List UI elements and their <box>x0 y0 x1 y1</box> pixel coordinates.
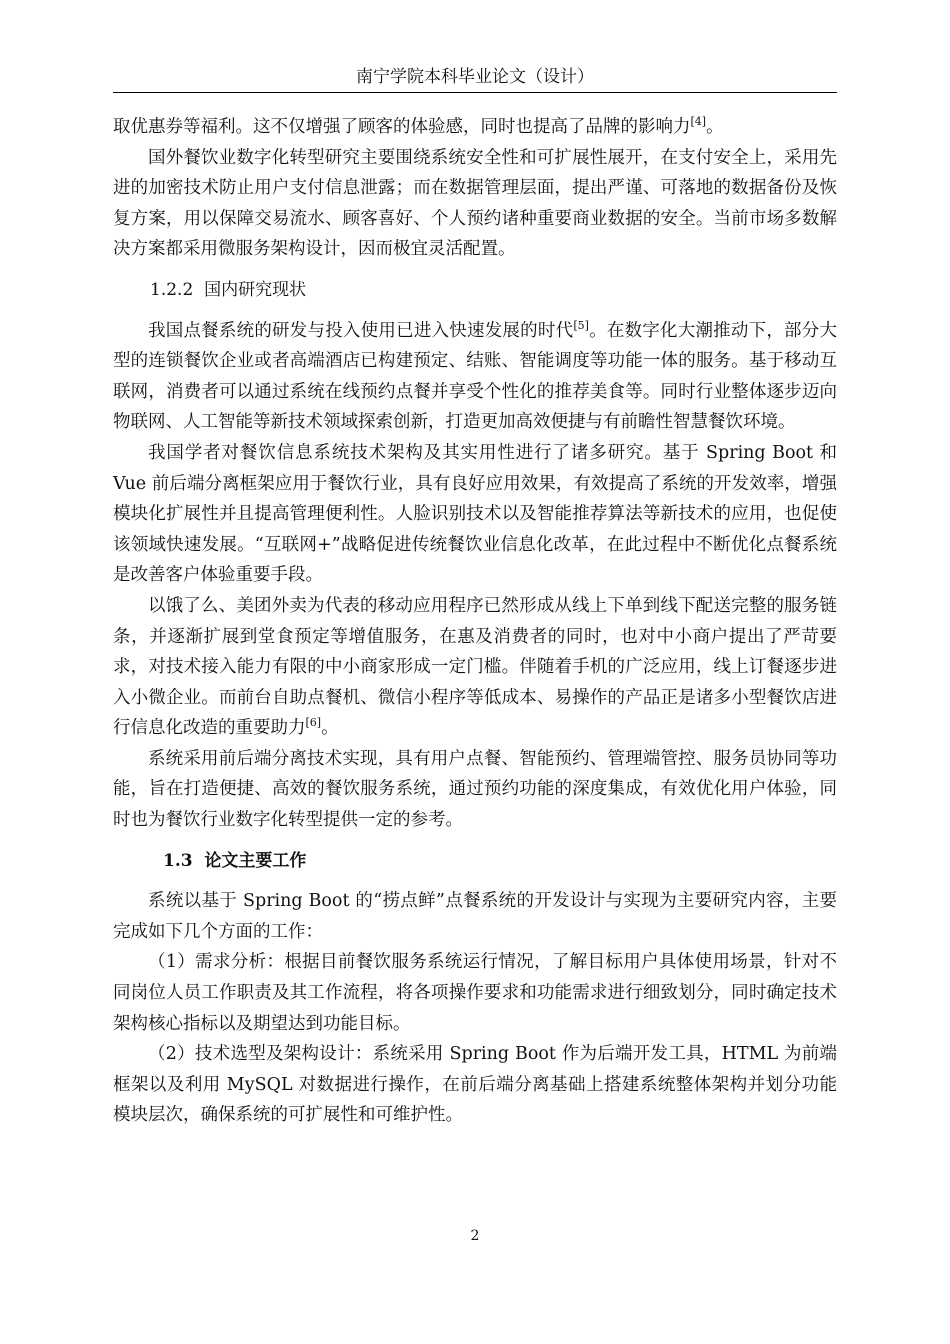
citation-ref: [6] <box>305 716 322 730</box>
paragraph-text: 取优惠券等福利。这不仅增强了顾客的体验感，同时也提高了品牌的影响力 <box>113 117 691 137</box>
section-number: 1.3 <box>163 850 193 871</box>
page-header: 南宁学院本科毕业论文（设计） <box>356 67 594 87</box>
paragraph <box>113 591 837 744</box>
paragraph <box>113 112 837 143</box>
section-heading-1-3 <box>163 846 837 877</box>
paragraph <box>113 316 837 438</box>
paragraph: 我国学者对餐饮信息系统技术架构及其实用性进行了诸多研究。基于 Spring Boot 和 Vue 前后端分离框架应用于餐饮行业，具有良好应用效果，有效提高了系统的开发效率，增强模块化扩展性并且提高管理便利性。人脸识别技术以及智能推荐算法等新技术的应用，也促使该领域快速发展。“互联网+”战略促进传统餐饮业信息化改革，在此过程中不断优化点餐系统是改善客户体验重要手段。 <box>113 442 837 586</box>
page-body <box>113 112 837 1131</box>
paragraph: （2）技术选型及架构设计：系统采用 Spring Boot 作为后端开发工具，HTML 为前端框架以及利用 MySQL 对数据进行操作，在前后端分离基础上搭建系统整体架构并划分功能模块层次，确保系统的可扩展性和可维护性。 <box>113 1044 837 1126</box>
paragraph-tail: 。 <box>706 117 724 137</box>
section-heading-1-2-2 <box>150 275 837 306</box>
header-rule <box>113 92 837 93</box>
paragraph: 系统以基于 Spring Boot 的“捞点鲜”点餐系统的开发设计与实现为主要研究内容，主要完成如下几个方面的工作： <box>113 891 837 942</box>
paragraph-tail: 。在数字化大潮推动下，部分大型的连锁餐饮企业或者高端酒店已构建预定、结账、智能调度等功能一体的服务。基于移动互联网，消费者可以通过系统在线预约点餐并享受个性化的推荐美食等。同时行业整体逐步迈向物联网、人工智能等新技术领域探索创新，打造更加高效便捷与有前瞻性智慧餐饮环境。 <box>113 320 838 433</box>
paragraph-text: 我国点餐系统的研发与投入使用已进入快速发展的时代 <box>148 320 574 341</box>
section-number: 1.2.2 <box>150 279 194 300</box>
paragraph: （1）需求分析：根据目前餐饮服务系统运行情况，了解目标用户具体使用场景，针对不同岗位人员工作职责及其工作流程，将各项操作要求和功能需求进行细致划分，同时确定技术架构核心指标以及期望达到功能目标。 <box>113 952 837 1034</box>
paragraph-tail: 。 <box>321 718 339 739</box>
section-title: 国内研究现状 <box>204 279 307 300</box>
paragraph: 国外餐饮业数字化转型研究主要围绕系统安全性和可扩展性展开，在支付安全上，采用先进的加密技术防止用户支付信息泄露；而在数据管理层面，提出严谨、可落地的数据备份及恢复方案，用以保障交易流水、顾客喜好、个人预约诸种重要商业数据的安全。当前市场多数解决方案都采用微服务架构设计，因而极宜灵活配置。 <box>113 147 837 260</box>
citation-ref: [5] <box>573 318 589 332</box>
paragraph: 系统采用前后端分离技术实现，具有用户点餐、智能预约、管理端管控、服务员协同等功能，旨在打造便捷、高效的餐饮服务系统，通过预约功能的深度集成，有效优化用户体验，同时也为餐饮行业数字化转型提供一定的参考。 <box>113 748 837 831</box>
paragraph-text: 以饿了么、美团外卖为代表的移动应用程序已然形成从线上下单到线下配送完整的服务链条，并逐渐扩展到堂食预定等增值服务，在惠及消费者的同时，也对中小商户提出了严苛要求，对技术接入能力有限的中小商家形成一定门槛。伴随着手机的广泛应用，线上订餐逐步进入小微企业。而前台自助点餐机、微信小程序等低成本、易操作的产品正是诸多小型餐饮店进行信息化改造的重要助力 <box>113 595 837 739</box>
page-number: 2 <box>470 1228 480 1244</box>
citation-ref: [4] <box>690 115 707 129</box>
section-title: 论文主要工作 <box>204 850 307 871</box>
